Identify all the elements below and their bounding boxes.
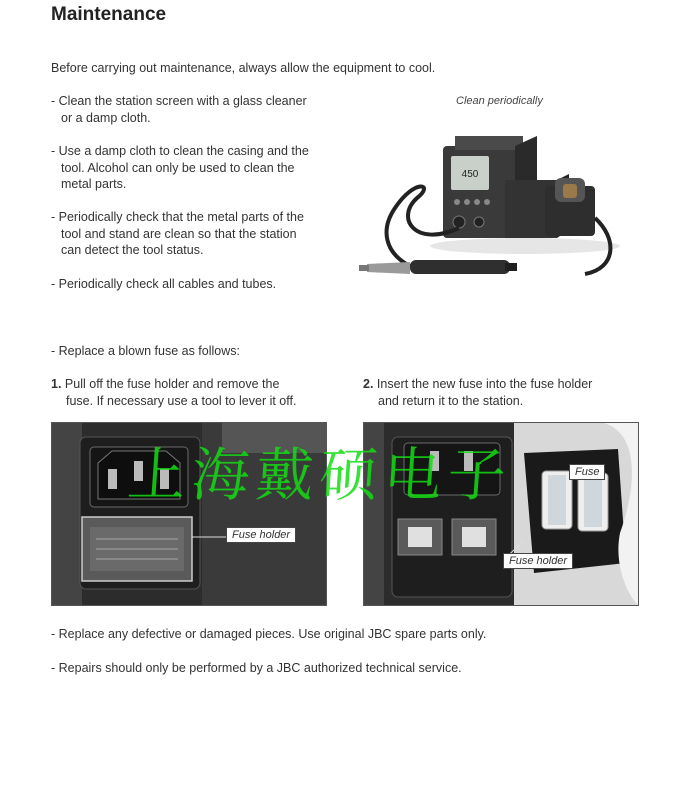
fuse-photo-left	[51, 422, 327, 606]
station-photo	[355, 118, 625, 300]
step-text: Pull off the fuse holder and remove the	[64, 377, 280, 391]
callout-fuse: Fuse	[569, 464, 605, 480]
bullet-line: metal parts.	[61, 177, 127, 191]
hot-air-tool	[410, 260, 510, 274]
bullet-line: - Periodically check that the metal parts of the	[51, 210, 304, 224]
bullet-line: tool. Alcohol can only be used to clean the	[61, 160, 295, 175]
bullet-line: can detect the tool status.	[61, 243, 204, 257]
callout-fuse-holder-right: Fuse holder	[503, 553, 573, 569]
display-value: 450	[461, 169, 479, 180]
step-2	[363, 376, 638, 409]
fuse-intro: - Replace a blown fuse as follows:	[51, 344, 240, 358]
page-title: Maintenance	[51, 4, 167, 25]
watermark-text: 上海戴硕电子	[125, 441, 515, 509]
step-number: 2.	[363, 377, 374, 391]
step-1	[51, 376, 326, 409]
bullet-line: - Periodically check all cables and tubes.	[51, 277, 277, 291]
bullet-damp-cloth	[51, 143, 341, 193]
bullet-check-cables	[51, 276, 341, 293]
bullet-repairs: - Repairs should only be performed by a JBC authorized technical service.	[51, 661, 462, 675]
step-text: Insert the new fuse into the fuse holder	[376, 377, 593, 391]
step-line	[51, 376, 326, 393]
step-number: 1.	[51, 377, 62, 391]
step-line: and return it to the station.	[378, 393, 524, 408]
intro-text: Before carrying out maintenance, always allow the equipment to cool.	[51, 61, 436, 75]
bullet-line: or a damp cloth.	[61, 110, 151, 125]
step-line: fuse. If necessary use a tool to lever it off.	[66, 393, 297, 408]
fuse-photo-right	[363, 422, 639, 606]
bullet-line: - Clean the station screen with a glass cleaner	[51, 94, 307, 108]
bullet-line: tool and stand are clean so that the station	[61, 226, 297, 241]
step-line	[363, 376, 638, 393]
bullet-line: - Use a damp cloth to clean the casing and the	[51, 144, 309, 158]
callout-fuse-holder-left: Fuse holder	[226, 527, 296, 543]
bullet-replace-parts: - Replace any defective or damaged pieces. Use original JBC spare parts only.	[51, 627, 487, 641]
station-caption: Clean periodically	[456, 95, 543, 107]
bullet-check-metal	[51, 209, 341, 259]
bullet-clean-screen	[51, 93, 341, 126]
